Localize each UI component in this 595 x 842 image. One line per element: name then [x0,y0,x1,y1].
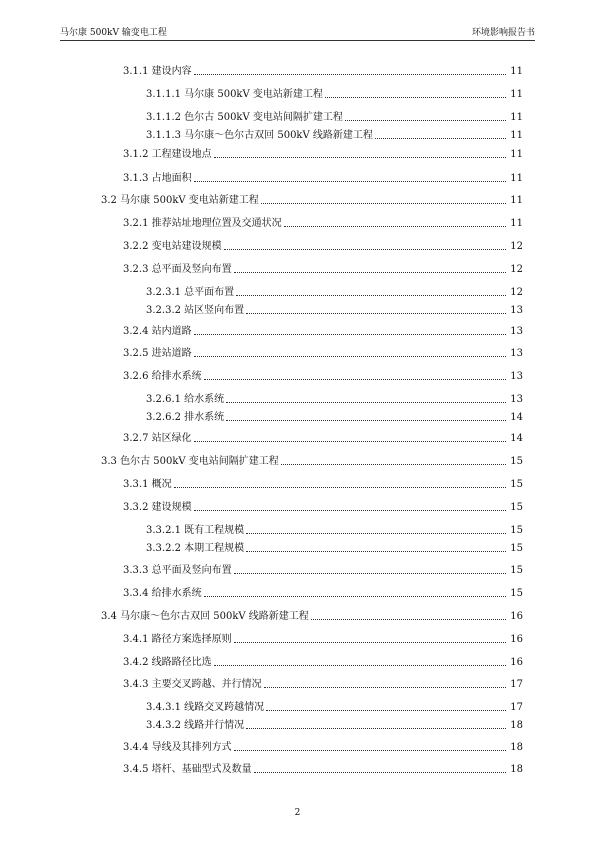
toc-entry[interactable] [146,303,523,317]
toc-entry[interactable] [123,239,523,253]
toc-entry[interactable] [123,262,523,276]
toc-entry-title: 3.2.3 总平面及竖向布置 [123,264,232,275]
toc-entry[interactable] [123,655,523,669]
toc-entry-page: 11 [510,218,523,229]
toc-entry[interactable] [123,431,523,445]
toc-dot-leader [194,441,506,442]
toc-dot-leader [226,402,506,403]
toc-entry-page: 16 [510,634,523,645]
toc-entry-title: 3.2.6.1 给水系统 [146,394,225,405]
toc-dot-leader [204,596,506,597]
header-left-title: 马尔康 500kV 输变电工程 [60,28,167,38]
header-right-title: 环境影响报告书 [471,28,535,38]
toc-entry-title: 3.1.1.2 色尔古 500kV 变电站间隔扩建工程 [146,112,343,123]
toc-dot-leader [261,203,506,204]
toc-dot-leader [194,356,506,357]
toc-entry[interactable] [146,110,523,124]
toc-entry-title: 3.4.2 线路路径比选 [123,657,212,668]
toc-entry-page: 17 [510,679,523,690]
toc-entry-title: 3.3 色尔古 500kV 变电站间隔扩建工程 [101,456,279,467]
toc-entry-title: 3.2.7 站区绿化 [123,433,192,444]
toc-entry[interactable] [123,147,523,161]
toc-entry-title: 3.4.4 导线及其排列方式 [123,742,232,753]
toc-entry[interactable] [123,369,523,383]
toc-dot-leader [174,487,506,488]
toc-entry-page: 11 [510,130,523,141]
toc-dot-leader [234,750,506,751]
toc-entry-title: 3.4.3 主要交叉跨越、并行情况 [123,679,262,690]
toc-entry-title: 3.2.5 进站道路 [123,348,192,359]
toc-entry-page: 13 [510,394,523,405]
toc-entry-title: 3.3.3 总平面及竖向布置 [123,565,232,576]
toc-entry-page: 11 [510,173,523,184]
toc-dot-leader [204,379,506,380]
toc-entry-title: 3.2.6.2 排水系统 [146,412,225,423]
toc-entry-title: 3.2.2 变电站建设规模 [123,241,222,252]
toc-entry[interactable] [123,632,523,646]
toc-entry-title: 3.4.3.2 线路并行情况 [146,720,245,731]
toc-entry[interactable] [123,586,523,600]
toc-entry-page: 11 [510,195,523,206]
toc-dot-leader [325,97,506,98]
toc-dot-leader [246,313,506,314]
toc-entry[interactable] [146,541,523,555]
toc-entry[interactable] [146,410,523,424]
toc-entry[interactable] [123,324,523,338]
toc-entry-title: 3.2 马尔康 500kV 变电站新建工程 [101,195,259,206]
toc-entry-title: 3.2.3.1 总平面布置 [146,287,235,298]
toc-entry-page: 15 [510,565,523,576]
toc-dot-leader [264,687,506,688]
toc-entry[interactable] [146,128,523,142]
toc-dot-leader [246,533,506,534]
toc-dot-leader [194,74,506,75]
toc-dot-leader [281,464,506,465]
toc-entry-page: 12 [510,264,523,275]
toc-entry[interactable] [123,64,523,78]
toc-entry-page: 12 [510,241,523,252]
toc-entry[interactable] [146,523,523,537]
toc-entry-title: 3.1.1.1 马尔康 500kV 变电站新建工程 [146,89,323,100]
toc-dot-leader [234,573,506,574]
toc-entry[interactable] [146,718,523,732]
toc-dot-leader [226,420,506,421]
toc-entry-page: 11 [510,89,523,100]
toc-entry-page: 14 [510,412,523,423]
toc-entry-page: 13 [510,326,523,337]
toc-entry[interactable] [123,677,523,691]
page-number: 2 [294,808,301,818]
toc-entry-title: 3.1.1.3 马尔康～色尔古双回 500kV 线路新建工程 [146,130,373,141]
toc-entry-title: 3.1.1 建设内容 [123,66,192,77]
toc-dot-leader [194,334,506,335]
toc-entry[interactable] [146,700,523,714]
toc-entry[interactable] [123,500,523,514]
toc-entry[interactable] [146,392,523,406]
toc-entry[interactable] [101,454,523,468]
toc-dot-leader [375,138,506,139]
toc-entry-title: 3.1.3 占地面积 [123,173,192,184]
toc-dot-leader [214,157,506,158]
toc-entry-page: 15 [510,502,523,513]
toc-entry-page: 16 [510,657,523,668]
toc-entry-title: 3.2.6 给排水系统 [123,371,202,382]
toc-entry-page: 13 [510,371,523,382]
toc-entry-page: 15 [510,479,523,490]
toc-entry-page: 12 [510,287,523,298]
toc-entry-page: 11 [510,66,523,77]
toc-entry-title: 3.4.3.1 线路交叉跨越情况 [146,702,265,713]
toc-entry[interactable] [123,216,523,230]
toc-entry-title: 3.3.2.2 本期工程规模 [146,543,245,554]
toc-entry-title: 3.1.2 工程建设地点 [123,149,212,160]
toc-dot-leader [236,295,506,296]
toc-entry[interactable] [146,285,523,299]
toc-entry-page: 18 [510,742,523,753]
toc-entry[interactable] [123,171,523,185]
toc-entry-page: 13 [510,348,523,359]
toc-entry[interactable] [123,762,523,776]
toc-dot-leader [254,772,506,773]
toc-entry-page: 15 [510,543,523,554]
toc-entry-page: 18 [510,720,523,731]
toc-dot-leader [214,665,506,666]
toc-entry[interactable] [101,609,523,623]
toc-entry-title: 3.2.1 推荐站址地理位置及交通状况 [123,218,282,229]
toc-entry-title: 3.3.4 给排水系统 [123,588,202,599]
toc-entry-page: 18 [510,764,523,775]
toc-entry-title: 3.2.3.2 站区竖向布置 [146,305,245,316]
toc-dot-leader [246,728,506,729]
toc-entry[interactable] [146,87,523,101]
toc-entry[interactable] [123,346,523,360]
toc-entry-title: 3.2.4 站内道路 [123,326,192,337]
toc-dot-leader [224,249,506,250]
toc-dot-leader [266,710,506,711]
toc-dot-leader [284,226,506,227]
toc-entry-page: 14 [510,433,523,444]
toc-dot-leader [194,181,506,182]
toc-entry-title: 3.3.2.1 既有工程规模 [146,525,245,536]
toc-entry[interactable] [101,193,523,207]
toc-entry[interactable] [123,740,523,754]
toc-entry-page: 15 [510,456,523,467]
toc-entry-page: 15 [510,525,523,536]
toc-entry-page: 13 [510,305,523,316]
toc-entry-page: 17 [510,702,523,713]
toc-dot-leader [246,551,506,552]
toc-dot-leader [194,510,506,511]
toc-entry-title: 3.3.2 建设规模 [123,502,192,513]
toc-dot-leader [311,619,506,620]
toc-entry-title: 3.4 马尔康～色尔古双回 500kV 线路新建工程 [101,611,309,622]
toc-entry-page: 15 [510,588,523,599]
toc-dot-leader [345,120,506,121]
toc-entry-page: 11 [510,112,523,123]
toc-entry-page: 11 [510,149,523,160]
toc-dot-leader [234,272,506,273]
toc-entry-title: 3.4.1 路径方案选择原则 [123,634,232,645]
toc-dot-leader [234,642,506,643]
toc-entry-page: 16 [510,611,523,622]
toc-entry-title: 3.4.5 塔杆、基础型式及数量 [123,764,252,775]
toc-entry-title: 3.3.1 概况 [123,479,172,490]
toc-entry[interactable] [123,563,523,577]
toc-entry[interactable] [123,477,523,491]
